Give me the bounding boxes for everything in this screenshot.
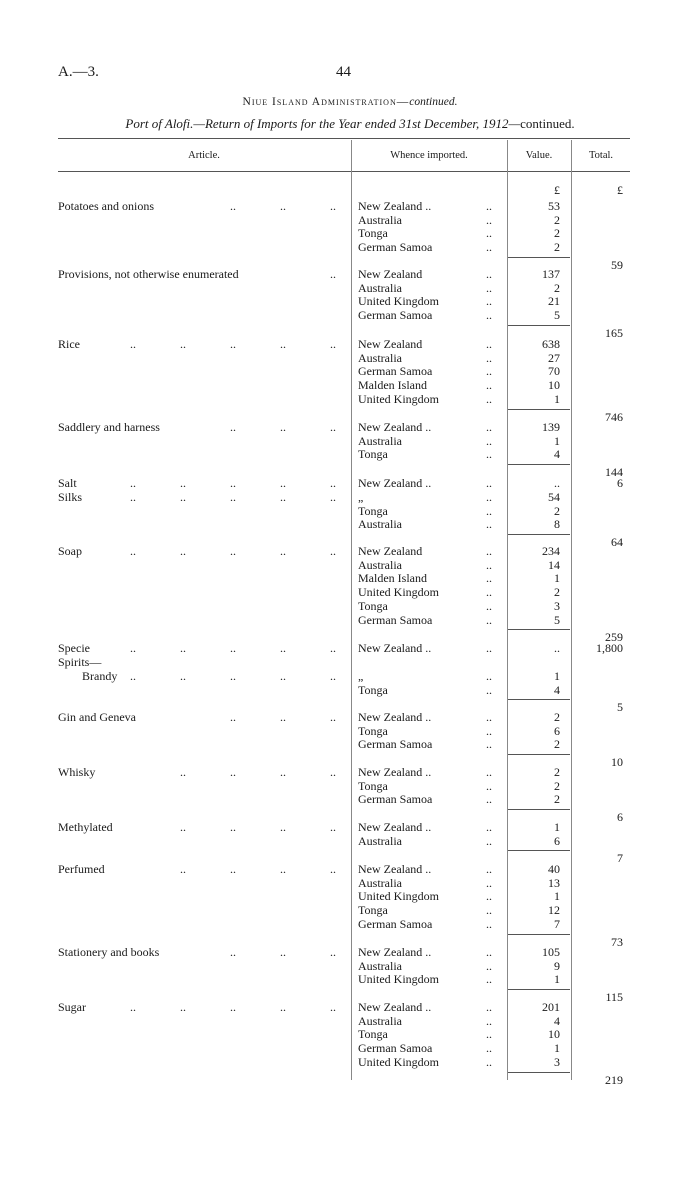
total-cell: 5	[617, 700, 623, 715]
value-cell: 105	[542, 945, 560, 959]
column-header-whence: Whence imported.	[390, 150, 468, 161]
value-cell: 1	[554, 669, 560, 683]
value-cell: 2	[554, 737, 560, 752]
country-cell: „	[358, 490, 364, 504]
leader-dots: ..	[330, 337, 336, 351]
total-cell: 746	[605, 409, 623, 424]
country-cell: Tonga	[358, 447, 388, 462]
country-cell: German Samoa	[358, 240, 433, 255]
country-cell: Australia	[358, 350, 402, 365]
country-cell: New Zealand	[358, 267, 423, 281]
leader-dots: ..	[486, 889, 492, 904]
value-cell: 6	[554, 833, 560, 848]
value-cell: 137	[542, 267, 560, 281]
leader-dots: ..	[486, 350, 492, 365]
leader-dots: ..	[486, 571, 492, 586]
value-cell: 40	[548, 862, 560, 876]
country-cell: New Zealand ..	[358, 1000, 432, 1014]
country-cell: German Samoa	[358, 792, 433, 807]
country-cell: United Kingdom	[358, 585, 439, 600]
subtotal-rule	[508, 325, 570, 326]
value-cell: 4	[554, 1013, 560, 1028]
country-cell: Australia	[358, 212, 402, 227]
leader-dots: ..	[230, 710, 236, 724]
country-cell: New Zealand	[358, 544, 423, 558]
leader-dots: ..	[486, 669, 492, 683]
article-label: Sugar	[58, 1000, 86, 1014]
country-cell: New Zealand ..	[358, 710, 432, 724]
total-cell: 64	[611, 535, 623, 550]
country-cell: Australia	[358, 875, 402, 890]
value-cell: 3	[554, 598, 560, 613]
country-cell: New Zealand	[358, 337, 423, 351]
leader-dots: ..	[280, 820, 286, 834]
leader-dots: ..	[486, 862, 492, 876]
leader-dots: ..	[486, 903, 492, 918]
value-cell: 2	[554, 212, 560, 227]
total-cell: 219	[605, 1072, 623, 1087]
leader-dots: ..	[486, 544, 492, 558]
value-cell: ..	[554, 476, 560, 490]
column-header-value: Value.	[525, 150, 553, 161]
leader-dots: ..	[130, 476, 136, 490]
leader-dots: ..	[486, 378, 492, 393]
article-label: Salt	[58, 476, 77, 490]
leader-dots: ..	[230, 1000, 236, 1014]
value-cell: 2	[554, 280, 560, 295]
leader-dots: ..	[486, 641, 492, 655]
country-cell: Malden Island	[358, 378, 427, 393]
leader-dots: ..	[486, 1054, 492, 1069]
leader-dots: ..	[180, 544, 186, 558]
leader-dots: ..	[330, 945, 336, 959]
column-header-total: Total.	[588, 150, 614, 161]
leader-dots: ..	[330, 641, 336, 655]
leader-dots: ..	[180, 641, 186, 655]
page-number: 44	[336, 64, 351, 80]
country-cell: Australia	[358, 280, 402, 295]
leader-dots: ..	[180, 476, 186, 490]
leader-dots: ..	[330, 420, 336, 434]
total-currency-symbol: £	[617, 183, 623, 197]
leader-dots: ..	[486, 945, 492, 959]
leader-dots: ..	[330, 544, 336, 558]
subtotal-rule	[508, 934, 570, 935]
leader-dots: ..	[130, 337, 136, 351]
leader-dots: ..	[230, 945, 236, 959]
value-cell: 1	[554, 820, 560, 834]
total-cell: 1,800	[596, 641, 623, 655]
leader-dots: ..	[280, 544, 286, 558]
country-cell: New Zealand ..	[358, 820, 432, 834]
total-cell: 73	[611, 934, 623, 949]
leader-dots: ..	[486, 364, 492, 379]
leader-dots: ..	[486, 476, 492, 490]
article-label: Provisions, not otherwise enumerated	[58, 267, 239, 281]
country-cell: New Zealand ..	[358, 476, 432, 490]
subtotal-rule	[508, 257, 570, 258]
leader-dots: ..	[486, 199, 492, 213]
article-label: Silks	[58, 490, 83, 504]
value-cell: 1	[554, 972, 560, 987]
country-cell: Tonga	[358, 723, 388, 738]
leader-dots: ..	[130, 641, 136, 655]
leader-dots: ..	[230, 669, 236, 683]
country-cell: Australia	[358, 958, 402, 973]
value-cell: 139	[542, 420, 560, 434]
leader-dots: ..	[486, 958, 492, 973]
leader-dots: ..	[486, 517, 492, 532]
total-cell: 144	[605, 465, 623, 480]
leader-dots: ..	[280, 199, 286, 213]
subtotal-rule	[508, 699, 570, 700]
country-cell: German Samoa	[358, 916, 433, 931]
subtotal-rule	[508, 1072, 570, 1073]
leader-dots: ..	[486, 1000, 492, 1014]
subtotal-rule	[508, 754, 570, 755]
country-cell: Australia	[358, 557, 402, 572]
value-cell: 2	[554, 765, 560, 779]
header-title: Niue Island Administration—	[242, 96, 410, 108]
leader-dots: ..	[130, 544, 136, 558]
leader-dots: ..	[486, 682, 492, 697]
subtotal-rule	[508, 409, 570, 410]
leader-dots: ..	[230, 199, 236, 213]
value-cell: 7	[554, 916, 560, 931]
value-cell: 27	[548, 350, 560, 365]
total-cell: 259	[605, 630, 623, 645]
country-cell: New Zealand ..	[358, 199, 432, 213]
value-cell: 2	[554, 778, 560, 793]
value-cell: 70	[548, 364, 560, 379]
country-cell: New Zealand ..	[358, 420, 432, 434]
value-cell: 3	[554, 1054, 560, 1069]
country-cell: Tonga	[358, 503, 388, 518]
country-cell: Australia	[358, 1013, 402, 1028]
table-header-rule	[58, 171, 630, 172]
value-currency-symbol: £	[554, 183, 560, 197]
leader-dots: ..	[280, 669, 286, 683]
leader-dots: ..	[486, 737, 492, 752]
leader-dots: ..	[280, 490, 286, 504]
value-cell: 2	[554, 792, 560, 807]
leader-dots: ..	[486, 1027, 492, 1042]
article-label: Whisky	[58, 765, 96, 779]
article-label: Stationery and books	[58, 945, 160, 959]
leader-dots: ..	[486, 337, 492, 351]
value-cell: 53	[548, 199, 560, 213]
header-continued: continued.	[409, 96, 458, 108]
running-header	[0, 96, 700, 108]
value-cell: 5	[554, 308, 560, 323]
value-cell: 2	[554, 226, 560, 241]
value-cell: 9	[554, 958, 560, 973]
leader-dots: ..	[330, 710, 336, 724]
leader-dots: ..	[486, 226, 492, 241]
leader-dots: ..	[230, 862, 236, 876]
country-cell: New Zealand ..	[358, 945, 432, 959]
country-cell: Tonga	[358, 682, 388, 697]
table-title-main: Port of Alofi.—Return of Imports for the Year ended 31st December, 1912—	[125, 116, 521, 131]
leader-dots: ..	[330, 267, 336, 281]
country-cell: New Zealand ..	[358, 862, 432, 876]
leader-dots: ..	[486, 612, 492, 627]
country-cell: Tonga	[358, 598, 388, 613]
column-divider	[351, 140, 352, 1080]
leader-dots: ..	[280, 765, 286, 779]
leader-dots: ..	[330, 199, 336, 213]
leader-dots: ..	[486, 820, 492, 834]
value-cell: 2	[554, 585, 560, 600]
country-cell: German Samoa	[358, 308, 433, 323]
subtotal-rule	[508, 629, 570, 630]
leader-dots: ..	[486, 294, 492, 309]
total-cell: 7	[617, 851, 623, 866]
column-header-article: Article.	[188, 150, 220, 161]
country-cell: Australia	[358, 517, 402, 532]
country-cell: German Samoa	[358, 737, 433, 752]
leader-dots: ..	[180, 1000, 186, 1014]
article-label: Specie	[58, 641, 90, 655]
total-cell: 6	[617, 476, 623, 490]
subtotal-rule	[508, 850, 570, 851]
leader-dots: ..	[486, 503, 492, 518]
leader-dots: ..	[280, 1000, 286, 1014]
table-title-continued: continued.	[520, 116, 575, 131]
leader-dots: ..	[180, 490, 186, 504]
country-cell: New Zealand ..	[358, 765, 432, 779]
value-cell: 4	[554, 447, 560, 462]
value-cell: 14	[548, 557, 560, 572]
leader-dots: ..	[180, 862, 186, 876]
value-cell: ..	[554, 641, 560, 655]
leader-dots: ..	[330, 820, 336, 834]
value-cell: 13	[548, 875, 560, 890]
value-cell: 1	[554, 433, 560, 448]
value-cell: 1	[554, 889, 560, 904]
leader-dots: ..	[330, 669, 336, 683]
value-cell: 1	[554, 1041, 560, 1056]
article-label: Spirits—	[58, 655, 102, 669]
leader-dots: ..	[486, 1013, 492, 1028]
leader-dots: ..	[180, 820, 186, 834]
value-cell: 1	[554, 571, 560, 586]
leader-dots: ..	[486, 972, 492, 987]
leader-dots: ..	[486, 433, 492, 448]
leader-dots: ..	[486, 391, 492, 406]
total-cell: 59	[611, 257, 623, 272]
leader-dots: ..	[486, 875, 492, 890]
total-cell: 165	[605, 325, 623, 340]
leader-dots: ..	[130, 490, 136, 504]
article-label: Soap	[58, 544, 82, 558]
country-cell: German Samoa	[358, 612, 433, 627]
value-cell: 6	[554, 723, 560, 738]
country-cell: German Samoa	[358, 364, 433, 379]
country-cell: United Kingdom	[358, 391, 439, 406]
leader-dots: ..	[230, 490, 236, 504]
subtotal-rule	[508, 989, 570, 990]
article-label: Rice	[58, 337, 80, 351]
leader-dots: ..	[486, 710, 492, 724]
leader-dots: ..	[486, 792, 492, 807]
country-cell: German Samoa	[358, 1041, 433, 1056]
value-cell: 10	[548, 378, 560, 393]
country-cell: Malden Island	[358, 571, 427, 586]
article-sublabel: Brandy	[82, 669, 118, 683]
value-cell: 2	[554, 710, 560, 724]
leader-dots: ..	[486, 916, 492, 931]
leader-dots: ..	[330, 1000, 336, 1014]
leader-dots: ..	[486, 833, 492, 848]
leader-dots: ..	[230, 337, 236, 351]
leader-dots: ..	[280, 710, 286, 724]
value-cell: 234	[542, 544, 560, 558]
leader-dots: ..	[280, 476, 286, 490]
leader-dots: ..	[230, 420, 236, 434]
leader-dots: ..	[130, 669, 136, 683]
value-cell: 4	[554, 682, 560, 697]
leader-dots: ..	[230, 765, 236, 779]
leader-dots: ..	[486, 420, 492, 434]
leader-dots: ..	[486, 557, 492, 572]
leader-dots: ..	[230, 544, 236, 558]
value-cell: 201	[542, 1000, 560, 1014]
leader-dots: ..	[486, 212, 492, 227]
country-cell: „	[358, 669, 364, 683]
article-label: Perfumed	[58, 862, 105, 876]
leader-dots: ..	[330, 476, 336, 490]
leader-dots: ..	[486, 585, 492, 600]
country-cell: Tonga	[358, 226, 388, 241]
leader-dots: ..	[230, 641, 236, 655]
subtotal-rule	[508, 809, 570, 810]
leader-dots: ..	[486, 267, 492, 281]
value-cell: 12	[548, 903, 560, 918]
value-cell: 1	[554, 391, 560, 406]
article-label: Saddlery and harness	[58, 420, 160, 434]
leader-dots: ..	[180, 669, 186, 683]
total-cell: 115	[605, 990, 623, 1005]
leader-dots: ..	[180, 337, 186, 351]
article-label: Gin and Geneva	[58, 710, 136, 724]
subtotal-rule	[508, 534, 570, 535]
total-cell: 10	[611, 755, 623, 770]
article-label: Potatoes and onions	[58, 199, 154, 213]
country-cell: Australia	[358, 433, 402, 448]
leader-dots: ..	[486, 598, 492, 613]
leader-dots: ..	[486, 240, 492, 255]
leader-dots: ..	[486, 778, 492, 793]
document-reference: A.—3.	[58, 64, 99, 80]
leader-dots: ..	[280, 420, 286, 434]
value-cell: 5	[554, 612, 560, 627]
value-cell: 10	[548, 1027, 560, 1042]
country-cell: Tonga	[358, 778, 388, 793]
value-cell: 21	[548, 294, 560, 309]
leader-dots: ..	[486, 765, 492, 779]
value-cell: 2	[554, 240, 560, 255]
article-label: Methylated	[58, 820, 113, 834]
leader-dots: ..	[130, 1000, 136, 1014]
leader-dots: ..	[330, 765, 336, 779]
leader-dots: ..	[280, 641, 286, 655]
value-cell: 54	[548, 490, 560, 504]
leader-dots: ..	[486, 447, 492, 462]
leader-dots: ..	[486, 490, 492, 504]
value-cell: 2	[554, 503, 560, 518]
value-cell: 8	[554, 517, 560, 532]
subtotal-rule	[508, 464, 570, 465]
leader-dots: ..	[486, 1041, 492, 1056]
table-title	[0, 116, 700, 132]
leader-dots: ..	[486, 723, 492, 738]
leader-dots: ..	[180, 765, 186, 779]
leader-dots: ..	[230, 820, 236, 834]
country-cell: New Zealand ..	[358, 641, 432, 655]
leader-dots: ..	[330, 490, 336, 504]
table-top-rule	[58, 138, 630, 139]
value-cell: 638	[542, 337, 560, 351]
leader-dots: ..	[280, 862, 286, 876]
country-cell: Tonga	[358, 1027, 388, 1042]
country-cell: Australia	[358, 833, 402, 848]
leader-dots: ..	[486, 280, 492, 295]
leader-dots: ..	[280, 945, 286, 959]
leader-dots: ..	[486, 308, 492, 323]
country-cell: United Kingdom	[358, 1054, 439, 1069]
leader-dots: ..	[230, 476, 236, 490]
leader-dots: ..	[280, 337, 286, 351]
column-divider	[571, 140, 572, 1080]
country-cell: United Kingdom	[358, 889, 439, 904]
country-cell: Tonga	[358, 903, 388, 918]
country-cell: United Kingdom	[358, 972, 439, 987]
country-cell: United Kingdom	[358, 294, 439, 309]
leader-dots: ..	[330, 862, 336, 876]
total-cell: 6	[617, 810, 623, 825]
